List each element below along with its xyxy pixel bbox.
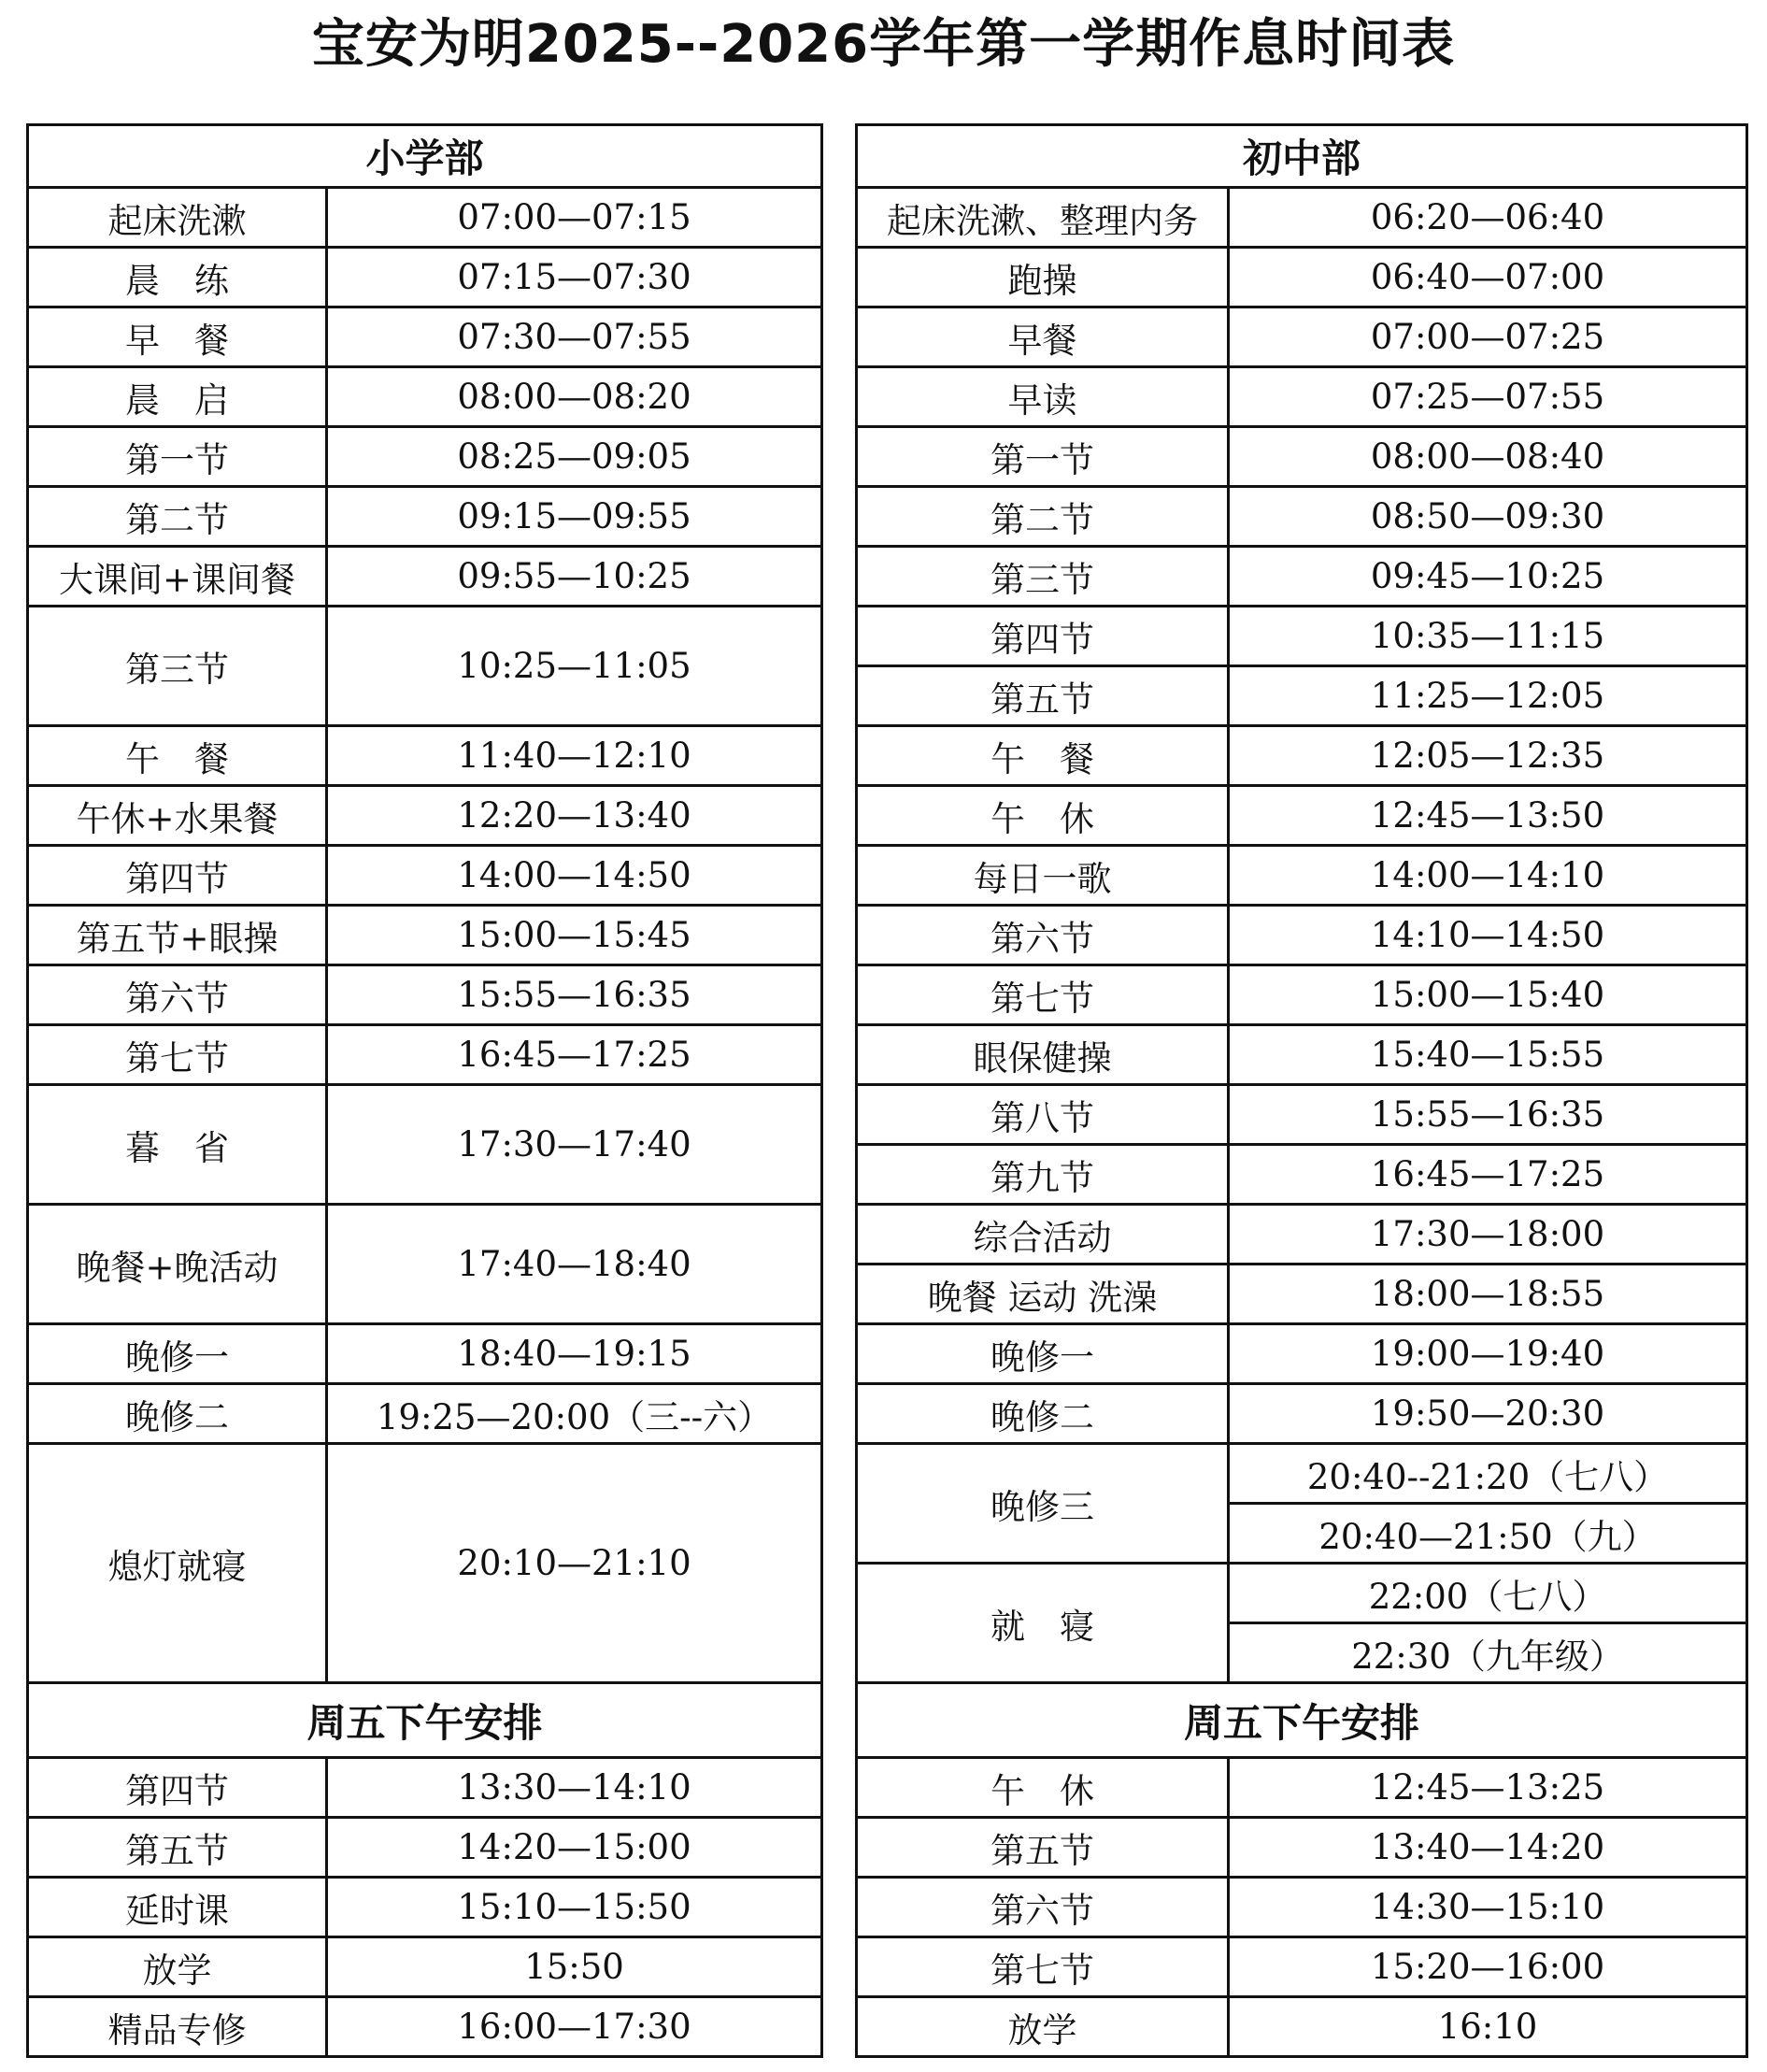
table-row bbox=[857, 1265, 1747, 1324]
activity-time: 15:55—16:35 bbox=[327, 965, 822, 1025]
table-row bbox=[28, 1025, 822, 1085]
page-title: 宝安为明2025--2026学年第一学期作息时间表 bbox=[311, 14, 1456, 75]
table-row bbox=[28, 188, 822, 248]
table-row bbox=[857, 1758, 1747, 1818]
primary-schedule-table bbox=[26, 123, 823, 2058]
table-row bbox=[857, 607, 1747, 666]
table-row bbox=[28, 427, 822, 487]
activity-time: 11:40—12:10 bbox=[327, 726, 822, 786]
activity-name: 早 餐 bbox=[28, 307, 327, 367]
activity-time: 14:00—14:50 bbox=[327, 846, 822, 906]
activity-name: 第六节 bbox=[857, 906, 1229, 965]
activity-time: 15:00—15:40 bbox=[1229, 965, 1747, 1025]
activity-name: 晚餐+晚活动 bbox=[28, 1205, 327, 1324]
secondary-schedule-table bbox=[855, 123, 1748, 2058]
activity-name: 第七节 bbox=[857, 1937, 1229, 1997]
activity-name: 第一节 bbox=[28, 427, 327, 487]
activity-name: 眼保健操 bbox=[857, 1025, 1229, 1085]
table-row bbox=[857, 427, 1747, 487]
activity-name: 第五节 bbox=[857, 1818, 1229, 1878]
activity-time: 07:30—07:55 bbox=[327, 307, 822, 367]
activity-name: 晚修二 bbox=[857, 1384, 1229, 1444]
activity-name: 第七节 bbox=[28, 1025, 327, 1085]
primary-header: 小学部 bbox=[28, 125, 822, 188]
table-row bbox=[28, 726, 822, 786]
activity-name: 第六节 bbox=[857, 1878, 1229, 1937]
table-row bbox=[28, 786, 822, 846]
activity-time: 17:30—18:00 bbox=[1229, 1205, 1747, 1265]
activity-name: 第八节 bbox=[857, 1085, 1229, 1145]
activity-name: 晚修一 bbox=[857, 1324, 1229, 1384]
table-row bbox=[28, 965, 822, 1025]
activity-name: 晚修二 bbox=[28, 1384, 327, 1444]
activity-time: 09:55—10:25 bbox=[327, 547, 822, 607]
activity-name: 第七节 bbox=[857, 965, 1229, 1025]
activity-name: 第六节 bbox=[28, 965, 327, 1025]
activity-name: 第三节 bbox=[28, 607, 327, 726]
table-row bbox=[857, 1025, 1747, 1085]
table-row bbox=[857, 1145, 1747, 1205]
secondary-header-row bbox=[857, 125, 1747, 188]
activity-name: 暮 省 bbox=[28, 1085, 327, 1205]
activity-time: 20:40--21:20（七八） bbox=[1229, 1444, 1747, 1504]
table-row bbox=[857, 547, 1747, 607]
table-row bbox=[28, 307, 822, 367]
friday-header-row bbox=[28, 1683, 822, 1758]
activity-name: 第九节 bbox=[857, 1145, 1229, 1205]
table-row bbox=[857, 248, 1747, 307]
activity-name: 精品专修 bbox=[28, 1997, 327, 2057]
table-row bbox=[857, 906, 1747, 965]
table-row bbox=[28, 1758, 822, 1818]
activity-name: 第四节 bbox=[28, 846, 327, 906]
activity-name: 第二节 bbox=[857, 487, 1229, 547]
activity-time: 17:40—18:40 bbox=[327, 1205, 822, 1324]
table-row bbox=[857, 188, 1747, 248]
activity-time: 13:30—14:10 bbox=[327, 1758, 822, 1818]
table-row bbox=[857, 1937, 1747, 1997]
activity-name: 放学 bbox=[857, 1997, 1229, 2057]
activity-name: 第三节 bbox=[857, 547, 1229, 607]
activity-time: 13:40—14:20 bbox=[1229, 1818, 1747, 1878]
activity-name: 放学 bbox=[28, 1937, 327, 1997]
activity-name: 第五节+眼操 bbox=[28, 906, 327, 965]
activity-time: 14:00—14:10 bbox=[1229, 846, 1747, 906]
activity-time: 19:25—20:00（三--六） bbox=[327, 1384, 822, 1444]
activity-name: 午 餐 bbox=[857, 726, 1229, 786]
activity-name: 午 餐 bbox=[28, 726, 327, 786]
table-row bbox=[857, 1444, 1747, 1504]
activity-time: 17:30—17:40 bbox=[327, 1085, 822, 1205]
table-row bbox=[857, 1384, 1747, 1444]
activity-name: 大课间+课间餐 bbox=[28, 547, 327, 607]
activity-time: 19:50—20:30 bbox=[1229, 1384, 1747, 1444]
activity-time: 18:00—18:55 bbox=[1229, 1265, 1747, 1324]
activity-time: 15:00—15:45 bbox=[327, 906, 822, 965]
activity-time: 09:45—10:25 bbox=[1229, 547, 1747, 607]
table-row bbox=[857, 846, 1747, 906]
activity-time: 12:05—12:35 bbox=[1229, 726, 1747, 786]
table-row bbox=[28, 1085, 822, 1205]
activity-name: 延时课 bbox=[28, 1878, 327, 1937]
activity-time: 15:40—15:55 bbox=[1229, 1025, 1747, 1085]
activity-name: 就 寝 bbox=[857, 1564, 1229, 1683]
table-row bbox=[857, 1818, 1747, 1878]
table-row bbox=[28, 547, 822, 607]
activity-time: 12:45—13:50 bbox=[1229, 786, 1747, 846]
activity-time: 15:50 bbox=[327, 1937, 822, 1997]
activity-time: 06:40—07:00 bbox=[1229, 248, 1747, 307]
activity-time: 07:00—07:25 bbox=[1229, 307, 1747, 367]
table-row bbox=[28, 846, 822, 906]
activity-name: 起床洗漱 bbox=[28, 188, 327, 248]
activity-name: 第二节 bbox=[28, 487, 327, 547]
table-row bbox=[28, 607, 822, 726]
activity-time: 15:10—15:50 bbox=[327, 1878, 822, 1937]
activity-time: 14:10—14:50 bbox=[1229, 906, 1747, 965]
activity-time: 08:00—08:40 bbox=[1229, 427, 1747, 487]
activity-time: 06:20—06:40 bbox=[1229, 188, 1747, 248]
table-row bbox=[857, 1085, 1747, 1145]
activity-name: 综合活动 bbox=[857, 1205, 1229, 1265]
activity-time: 18:40—19:15 bbox=[327, 1324, 822, 1384]
table-row bbox=[28, 248, 822, 307]
activity-time: 20:40—21:50（九） bbox=[1229, 1504, 1747, 1564]
table-row bbox=[857, 1564, 1747, 1623]
activity-name: 第一节 bbox=[857, 427, 1229, 487]
activity-time: 12:20—13:40 bbox=[327, 786, 822, 846]
activity-time: 16:45—17:25 bbox=[1229, 1145, 1747, 1205]
activity-time: 08:50—09:30 bbox=[1229, 487, 1747, 547]
table-row bbox=[28, 1205, 822, 1324]
activity-name: 午休+水果餐 bbox=[28, 786, 327, 846]
activity-time: 07:25—07:55 bbox=[1229, 367, 1747, 427]
activity-name: 第四节 bbox=[28, 1758, 327, 1818]
table-row bbox=[857, 786, 1747, 846]
table-row bbox=[857, 487, 1747, 547]
table-row bbox=[857, 965, 1747, 1025]
activity-name: 晚修一 bbox=[28, 1324, 327, 1384]
table-row bbox=[28, 1878, 822, 1937]
activity-name: 午 休 bbox=[857, 1758, 1229, 1818]
secondary-header: 初中部 bbox=[857, 125, 1747, 188]
table-row bbox=[28, 906, 822, 965]
activity-time: 07:00—07:15 bbox=[327, 188, 822, 248]
activity-name: 每日一歌 bbox=[857, 846, 1229, 906]
activity-time: 09:15—09:55 bbox=[327, 487, 822, 547]
friday-header-row bbox=[857, 1683, 1747, 1758]
activity-name: 熄灯就寝 bbox=[28, 1444, 327, 1683]
activity-time: 07:15—07:30 bbox=[327, 248, 822, 307]
table-row bbox=[28, 367, 822, 427]
activity-name: 跑操 bbox=[857, 248, 1229, 307]
activity-name: 第五节 bbox=[857, 666, 1229, 726]
activity-time: 19:00—19:40 bbox=[1229, 1324, 1747, 1384]
activity-name: 早餐 bbox=[857, 307, 1229, 367]
table-row bbox=[857, 367, 1747, 427]
activity-time: 08:25—09:05 bbox=[327, 427, 822, 487]
activity-time: 14:30—15:10 bbox=[1229, 1878, 1747, 1937]
activity-time: 22:00（七八） bbox=[1229, 1564, 1747, 1623]
table-row bbox=[857, 1997, 1747, 2057]
table-row bbox=[857, 1205, 1747, 1265]
table-row bbox=[857, 1878, 1747, 1937]
activity-time: 16:10 bbox=[1229, 1997, 1747, 2057]
activity-time: 11:25—12:05 bbox=[1229, 666, 1747, 726]
activity-time: 16:45—17:25 bbox=[327, 1025, 822, 1085]
table-row bbox=[28, 487, 822, 547]
activity-name: 第四节 bbox=[857, 607, 1229, 666]
activity-name: 晨 启 bbox=[28, 367, 327, 427]
table-row bbox=[28, 1818, 822, 1878]
table-row bbox=[28, 1937, 822, 1997]
table-row bbox=[857, 666, 1747, 726]
activity-name: 晚餐 运动 洗澡 bbox=[857, 1265, 1229, 1324]
table-row bbox=[28, 1324, 822, 1384]
table-row bbox=[857, 307, 1747, 367]
activity-time: 08:00—08:20 bbox=[327, 367, 822, 427]
table-row bbox=[28, 1444, 822, 1683]
activity-name: 早读 bbox=[857, 367, 1229, 427]
activity-name: 晚修三 bbox=[857, 1444, 1229, 1564]
table-row bbox=[857, 726, 1747, 786]
primary-friday-header: 周五下午安排 bbox=[28, 1683, 822, 1758]
activity-name: 第五节 bbox=[28, 1818, 327, 1878]
activity-name: 起床洗漱、整理内务 bbox=[857, 188, 1229, 248]
secondary-friday-header: 周五下午安排 bbox=[857, 1683, 1747, 1758]
table-row bbox=[28, 1384, 822, 1444]
activity-time: 16:00—17:30 bbox=[327, 1997, 822, 2057]
activity-time: 14:20—15:00 bbox=[327, 1818, 822, 1878]
activity-time: 10:35—11:15 bbox=[1229, 607, 1747, 666]
table-row bbox=[28, 1997, 822, 2057]
primary-header-row bbox=[28, 125, 822, 188]
activity-time: 15:20—16:00 bbox=[1229, 1937, 1747, 1997]
activity-name: 晨 练 bbox=[28, 248, 327, 307]
activity-time: 20:10—21:10 bbox=[327, 1444, 822, 1683]
activity-time: 10:25—11:05 bbox=[327, 607, 822, 726]
table-row bbox=[857, 1324, 1747, 1384]
activity-time: 22:30（九年级） bbox=[1229, 1623, 1747, 1683]
activity-time: 15:55—16:35 bbox=[1229, 1085, 1747, 1145]
activity-time: 12:45—13:25 bbox=[1229, 1758, 1747, 1818]
activity-name: 午 休 bbox=[857, 786, 1229, 846]
